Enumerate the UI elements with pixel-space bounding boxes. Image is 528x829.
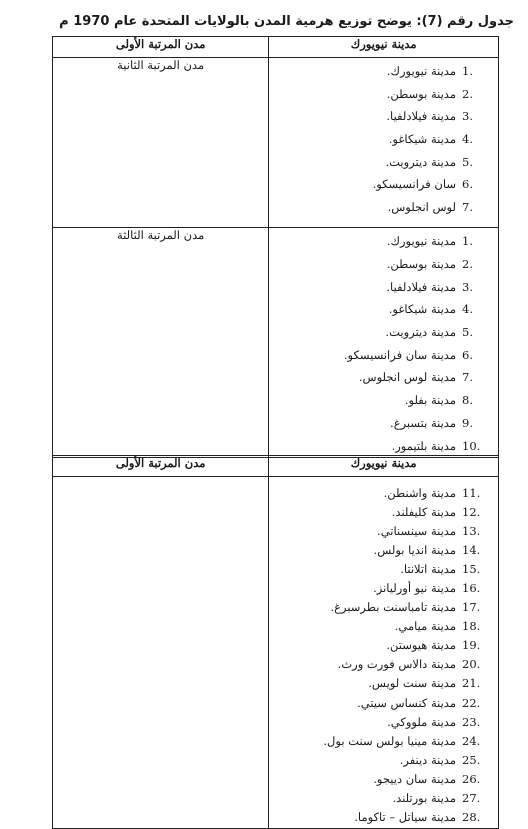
list-item xyxy=(269,128,498,151)
list-item xyxy=(269,150,498,173)
city-name: مدينة سياتل – تاكوما. xyxy=(354,810,456,825)
item-number: 7. xyxy=(462,370,473,385)
item-number: 20. xyxy=(462,657,481,672)
city-name: مدينة سان فرانسيسكو. xyxy=(343,347,456,362)
list-item xyxy=(269,636,498,655)
item-number: 25. xyxy=(462,752,481,767)
list-item xyxy=(269,434,498,457)
list-item xyxy=(269,674,498,693)
header-category-cell: مدن المرتبة الأولى xyxy=(53,456,269,477)
table-header-row xyxy=(53,37,499,58)
item-number: 12. xyxy=(462,504,481,519)
item-number: 8. xyxy=(462,393,473,408)
item-number: 2. xyxy=(462,257,473,272)
header-list-cell: مدينة نيويورك xyxy=(269,456,499,477)
item-number: 1. xyxy=(462,64,473,79)
city-list-cell xyxy=(269,58,499,228)
item-number: 6. xyxy=(462,347,473,362)
table-caption: جدول رقم (7): يوضح توزيع هرمية المدن بالولايات المتحدة عام 1970 م xyxy=(59,14,514,29)
header-category-cell: مدن المرتبة الأولى xyxy=(53,37,269,58)
item-number: 22. xyxy=(462,695,481,710)
list-item xyxy=(269,521,498,540)
item-number: 14. xyxy=(462,542,481,557)
category-cell-empty xyxy=(53,477,269,829)
city-list-continued xyxy=(269,477,498,827)
item-number: 4. xyxy=(462,132,473,147)
item-number: 5. xyxy=(462,154,473,169)
item-number: 2. xyxy=(462,86,473,101)
item-number: 3. xyxy=(462,279,473,294)
city-name: سان فرانسيسكو. xyxy=(372,177,456,192)
city-name: مدينة ميامي. xyxy=(394,619,456,634)
list-item xyxy=(269,712,498,731)
city-name: مدينة شيكاغو. xyxy=(388,132,456,147)
list-item xyxy=(269,502,498,521)
city-name: مدينة نيويورك. xyxy=(386,234,456,249)
city-name: مدينة كنساس سيتي. xyxy=(357,695,456,710)
item-number: 15. xyxy=(462,561,481,576)
list-item xyxy=(269,83,498,106)
city-name: مدينة بوسطن. xyxy=(386,86,456,101)
city-name: مدينة بورتلند. xyxy=(392,791,456,806)
city-list-second-rank xyxy=(269,58,498,218)
city-name: مدينة دالاس فورت ورث. xyxy=(337,657,456,672)
item-number: 4. xyxy=(462,302,473,317)
item-number: 28. xyxy=(462,810,481,825)
item-number: 9. xyxy=(462,415,473,430)
list-item xyxy=(269,578,498,597)
item-number: 5. xyxy=(462,325,473,340)
city-name: مدينة اتلانتا. xyxy=(400,561,456,576)
item-number: 16. xyxy=(462,581,481,596)
item-number: 10. xyxy=(462,438,481,453)
city-name: مدينة نيو أورليانز. xyxy=(373,581,456,596)
city-name: مدينة كليفلند. xyxy=(391,504,456,519)
item-number: 19. xyxy=(462,638,481,653)
city-name: مدينة شيكاغو. xyxy=(388,302,456,317)
city-name: مدينة سنت لويس. xyxy=(368,676,456,691)
list-item xyxy=(269,483,498,502)
category-cell-second-rank: مدن المرتبة الثانية xyxy=(53,58,269,228)
list-item xyxy=(269,60,498,83)
city-name: مدينة مينيا بولس سنت بول. xyxy=(323,733,456,748)
list-item xyxy=(269,275,498,298)
item-number: 27. xyxy=(462,791,481,806)
city-hierarchy-table-1 xyxy=(52,36,499,458)
header-list-cell: مدينة نيويورك xyxy=(269,37,499,58)
list-item xyxy=(269,389,498,412)
city-name: مدينة نيويورك. xyxy=(386,64,456,79)
table-row xyxy=(53,58,499,228)
city-name: مدينة بتسبرغ. xyxy=(390,415,456,430)
item-number: 24. xyxy=(462,733,481,748)
city-name: لوس انجلوس. xyxy=(387,199,456,214)
list-item xyxy=(269,693,498,712)
city-name: مدينة واشنطن. xyxy=(383,485,456,500)
item-number: 1. xyxy=(462,234,473,249)
list-item xyxy=(269,412,498,435)
city-name: مدينة بلتيمور. xyxy=(391,438,456,453)
item-number: 17. xyxy=(462,600,481,615)
list-item xyxy=(269,366,498,389)
city-name: مدينة فيلادلفيا. xyxy=(386,109,456,124)
city-hierarchy-table-2 xyxy=(52,455,499,829)
category-cell-third-rank: مدن المرتبة الثالثة xyxy=(53,228,269,458)
list-item xyxy=(269,750,498,769)
list-item xyxy=(269,321,498,344)
city-name: مدينة لوس انجلوس. xyxy=(358,370,456,385)
city-name: مدينة دينفر. xyxy=(399,752,456,767)
city-name: مدينة هيوستن. xyxy=(386,638,456,653)
item-number: 11. xyxy=(462,485,481,500)
list-item xyxy=(269,559,498,578)
city-name: مدينة بفلو. xyxy=(404,393,456,408)
item-number: 13. xyxy=(462,523,481,538)
list-item xyxy=(269,617,498,636)
list-item xyxy=(269,343,498,366)
list-item xyxy=(269,173,498,196)
table-row xyxy=(53,228,499,458)
city-name: مدينة سينسناتي. xyxy=(377,523,456,538)
city-name: مدينة فيلادلفيا. xyxy=(386,279,456,294)
city-list-cell xyxy=(269,228,499,458)
list-item xyxy=(269,105,498,128)
item-number: 18. xyxy=(462,619,481,634)
item-number: 7. xyxy=(462,199,473,214)
item-number: 6. xyxy=(462,177,473,192)
list-item xyxy=(269,598,498,617)
list-item xyxy=(269,540,498,559)
list-item xyxy=(269,789,498,808)
item-number: 23. xyxy=(462,714,481,729)
city-name: مدينة انديا بولس. xyxy=(373,542,456,557)
item-number: 26. xyxy=(462,771,481,786)
item-number: 3. xyxy=(462,109,473,124)
list-item xyxy=(269,298,498,321)
city-list-third-rank xyxy=(269,228,498,457)
item-number: 21. xyxy=(462,676,481,691)
list-item xyxy=(269,769,498,788)
city-name: مدينة بوسطن. xyxy=(386,257,456,272)
city-name: مدينة تامباسنت بطرسبرغ. xyxy=(330,600,456,615)
city-name: مدينة ديترويت. xyxy=(385,154,456,169)
city-name: مدينة ديترويت. xyxy=(385,325,456,340)
city-name: مدينة ملووكي. xyxy=(387,714,456,729)
list-item xyxy=(269,808,498,827)
table-row xyxy=(53,477,499,829)
table-header-row xyxy=(53,456,499,477)
list-item xyxy=(269,731,498,750)
city-name: مدينة سان دييجو. xyxy=(373,771,456,786)
list-item xyxy=(269,655,498,674)
list-item xyxy=(269,253,498,276)
list-item xyxy=(269,196,498,219)
list-item xyxy=(269,230,498,253)
city-list-cell xyxy=(269,477,499,829)
